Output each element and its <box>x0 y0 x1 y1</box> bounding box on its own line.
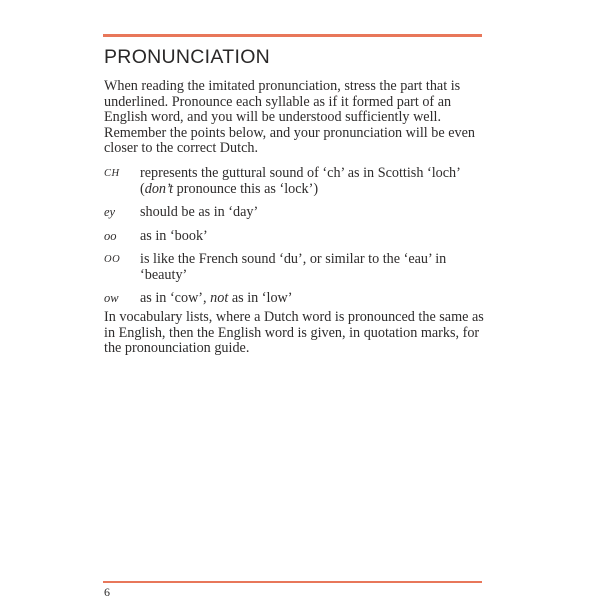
top-rule <box>103 34 482 37</box>
pronunciation-item-ch <box>104 166 484 197</box>
description-text: as in ‘low’ <box>228 290 293 306</box>
pronunciation-item-ey <box>104 205 484 221</box>
pronunciation-list <box>104 166 484 315</box>
pronunciation-item-oo <box>104 229 484 245</box>
pronunciation-code: OO <box>104 254 121 265</box>
pronunciation-description <box>140 252 484 283</box>
intro-paragraph: When reading the imitated pronunciation, stress the part that is underlined. Pronounce each syllable as if it formed part of an English word, and you will be understood sufficiently well. Remember the points below, and your pronunciation will be even closer to the correct Dutch. <box>104 78 476 156</box>
pronunciation-description <box>140 166 484 197</box>
description-text: pronounce this as ‘lock’) <box>173 180 319 197</box>
pronunciation-code: ow <box>104 291 119 305</box>
closing-paragraph: In vocabulary lists, where a Dutch word is pronounced the same as in English, then the English word is given, in quotation marks, for the pronounciation guide. <box>104 309 484 356</box>
description-text: is like the French sound ‘du’, or similar to the ‘eau’ in ‘beauty’ <box>140 251 447 283</box>
description-text: as in ‘cow’, <box>140 290 211 306</box>
description-text: should be as in ‘day’ <box>140 204 259 220</box>
description-text: represents the guttural sound of ‘ch’ as in Scottish ‘loch’ ( <box>140 165 460 197</box>
pronunciation-description <box>140 229 484 245</box>
pronunciation-item-oo-french <box>104 252 484 283</box>
pronunciation-code: ey <box>104 205 116 219</box>
page-title: PRONUNCIATION <box>104 46 271 68</box>
description-text: as in ‘book’ <box>140 227 208 244</box>
pronunciation-code: oo <box>104 228 117 243</box>
bottom-rule <box>103 581 482 583</box>
description-emphasis: don’t <box>144 180 174 197</box>
pronunciation-description <box>140 291 484 307</box>
pronunciation-description <box>140 205 484 221</box>
page-number: 6 <box>104 585 110 599</box>
description-emphasis: not <box>210 290 229 306</box>
pronunciation-item-ow <box>104 291 484 307</box>
pronunciation-code: CH <box>104 168 120 179</box>
